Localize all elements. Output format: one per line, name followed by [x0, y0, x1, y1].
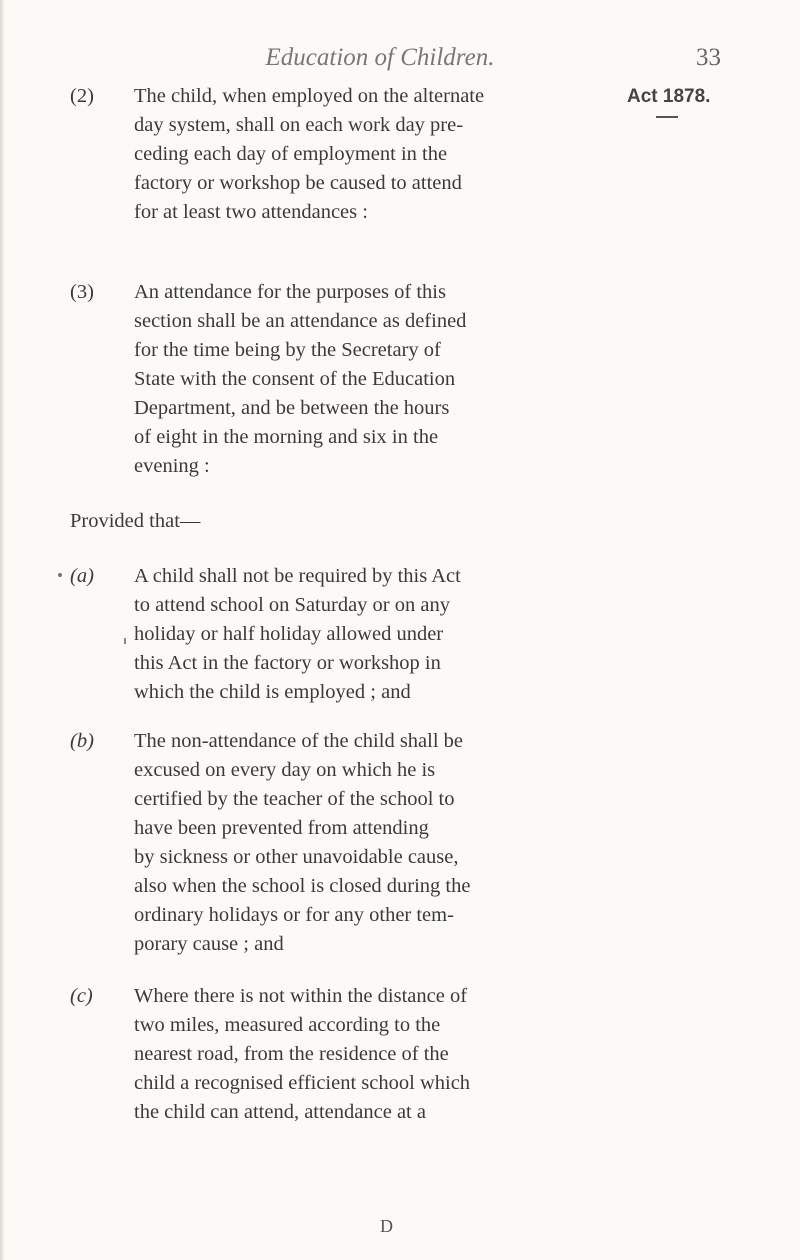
text-line: Where there is not within the distance of	[134, 985, 468, 1007]
page-number: 33	[696, 44, 721, 71]
item-label: (c)	[70, 985, 93, 1007]
text-line: holiday or half holiday allowed under	[134, 623, 444, 645]
text-line: two miles, measured according to the	[134, 1014, 441, 1036]
text-line: certified by the teacher of the school to	[134, 788, 455, 810]
item-b	[70, 727, 630, 959]
text-line: ceding each day of employment in the	[134, 143, 448, 165]
text-line: by sickness or other unavoidable cause,	[134, 846, 459, 868]
text-line: evening :	[134, 455, 210, 477]
margin-note-underline	[656, 116, 678, 118]
paragraph-3	[70, 278, 630, 481]
text-line: have been prevented from attending	[134, 817, 429, 839]
text-line: section shall be an attendance as defined	[134, 310, 467, 332]
paragraph-2	[70, 82, 630, 227]
text-line: The non-attendance of the child shall be	[134, 730, 464, 752]
paragraph-label: (3)	[70, 281, 94, 303]
text-line: porary cause ; and	[134, 933, 284, 955]
text-line: also when the school is closed during the	[134, 875, 471, 897]
text-line: nearest road, from the residence of the	[134, 1043, 449, 1065]
text-line: the child can attend, attendance at a	[134, 1101, 426, 1123]
text-line: of eight in the morning and six in the	[134, 426, 439, 448]
text-line: An attendance for the purposes of this	[134, 281, 446, 303]
item-label: (b)	[70, 730, 94, 752]
running-title: Education of Children.	[265, 44, 495, 71]
margin-tick-mark	[124, 638, 126, 644]
item-c	[70, 982, 630, 1127]
item-a	[70, 562, 630, 707]
proviso-heading: Provided that—	[70, 510, 201, 532]
text-line: Department, and be between the hours	[134, 397, 450, 419]
text-line: to attend school on Saturday or on any	[134, 594, 450, 616]
text-line: State with the consent of the Education	[134, 368, 456, 390]
margin-dot-mark	[58, 573, 62, 577]
text-line: for the time being by the Secretary of	[134, 339, 441, 361]
text-line: for at least two attendances :	[134, 201, 368, 223]
text-line: day system, shall on each work day pre-	[134, 114, 464, 136]
text-line: The child, when employed on the alternate	[134, 85, 485, 107]
signature-mark: D	[380, 1216, 393, 1236]
text-line: this Act in the factory or workshop in	[134, 652, 441, 674]
text-line: child a recognised efficient school which	[134, 1072, 471, 1094]
text-line: which the child is employed ; and	[134, 681, 411, 703]
margin-note: Act 1878.	[627, 86, 711, 107]
text-line: ordinary holidays or for any other tem-	[134, 904, 454, 926]
text-line: factory or workshop be caused to attend	[134, 172, 462, 194]
paragraph-label: (2)	[70, 85, 94, 107]
page-edge-shadow	[0, 0, 5, 1260]
item-label: (a)	[70, 565, 94, 587]
text-line: A child shall not be required by this Act	[134, 565, 461, 587]
text-line: excused on every day on which he is	[134, 759, 436, 781]
